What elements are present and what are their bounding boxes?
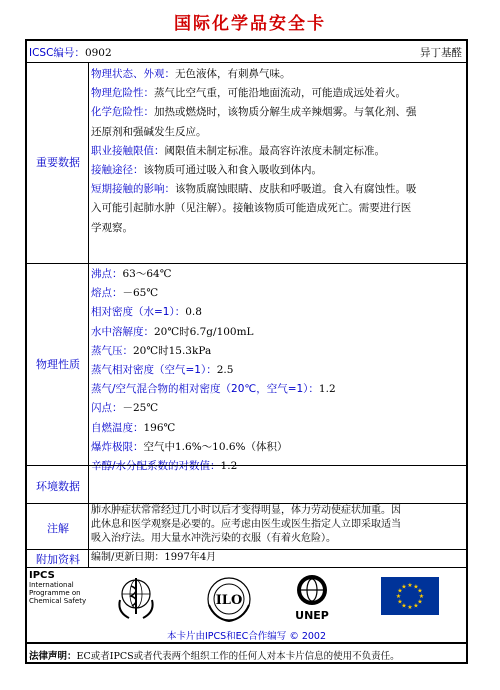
card-header bbox=[27, 41, 466, 62]
important-item: 接触途径：该物质可通过吸入和食入吸收到体内。 bbox=[91, 164, 322, 177]
credit-line: 本卡片由IPCS和EC合作编写 © 2002 bbox=[166, 631, 327, 642]
important-item-cont: 入可能引起肺水肿（见注解）。接触该物质可能造成死亡。需要进行医 bbox=[91, 202, 412, 215]
additional-content: 编制/更新日期：1997年4月 bbox=[91, 552, 217, 563]
physical-properties-content bbox=[91, 265, 465, 476]
chemical-safety-card bbox=[25, 39, 468, 664]
notes-line: 吸入治疗法。用大量水冲洗污染的衣服（有着火危险）。 bbox=[91, 533, 336, 544]
svg-text:★: ★ bbox=[401, 602, 407, 610]
property-item: 自燃温度：196℃ bbox=[91, 421, 176, 434]
ipcs-logo bbox=[29, 570, 99, 605]
ipcs-subtitle: International Programme on Chemical Safety bbox=[29, 581, 87, 605]
section-label-additional: 附加资料 bbox=[36, 553, 80, 566]
section-label-notes: 注解 bbox=[47, 522, 69, 535]
svg-text:★: ★ bbox=[407, 604, 413, 611]
unep-label: UNEP bbox=[295, 609, 329, 622]
who-logo-icon bbox=[115, 574, 157, 622]
property-item: 蒸气相对密度（空气=1）：2.5 bbox=[91, 364, 234, 377]
property-item: 辛醇/水分配系数的对数值：1.2 bbox=[91, 460, 238, 473]
important-item: 职业接触限值：阈限值未制定标准。最高容许浓度未制定标准。 bbox=[91, 144, 385, 157]
important-item-cont: 还原剂和强碱发生反应。 bbox=[91, 125, 207, 138]
icsc-value: 0902 bbox=[84, 47, 112, 59]
svg-text:★: ★ bbox=[417, 598, 423, 606]
section-label-environment: 环境数据 bbox=[36, 480, 80, 493]
legal-disclaimer: 法律声明：EC或者IPCS或者代表两个组织工作的任何人对本卡片信息的使用不负责任。 bbox=[29, 651, 400, 662]
notes-line: 肺水肿症状常常经过几小时以后才变得明显，体力劳动使症状加重。因 bbox=[91, 505, 401, 516]
property-item: 相对密度（水=1）：0.8 bbox=[91, 306, 202, 319]
notes-line: 此休息和医学观察是必要的。应考虑由医生或医生指定人立即采取适当 bbox=[91, 519, 401, 530]
svg-text:★: ★ bbox=[397, 598, 403, 606]
section-label-physical: 物理性质 bbox=[36, 358, 80, 371]
property-item: 沸点：63～64℃ bbox=[91, 268, 172, 280]
notes-content bbox=[91, 504, 465, 546]
svg-text:★: ★ bbox=[397, 587, 403, 595]
svg-text:★: ★ bbox=[395, 593, 402, 600]
property-item: 爆炸极限：空气中1.6%～10.6%（体积） bbox=[91, 440, 288, 453]
svg-text:★: ★ bbox=[407, 582, 413, 589]
svg-text:★: ★ bbox=[413, 583, 419, 591]
chemical-name: 异丁基醛 bbox=[420, 47, 462, 59]
ipcs-title: IPCS bbox=[29, 570, 55, 581]
unep-logo-icon bbox=[289, 572, 335, 624]
section-label-important: 重要数据 bbox=[36, 156, 80, 169]
svg-text:★: ★ bbox=[418, 593, 425, 600]
card-title: 国际化学品安全卡 bbox=[174, 14, 326, 34]
svg-text:ILO: ILO bbox=[215, 593, 243, 608]
property-item: 闪点：－25℃ bbox=[91, 402, 159, 415]
svg-text:★: ★ bbox=[401, 583, 407, 591]
property-item: 水中溶解度：20℃时6.7g/100mL bbox=[91, 325, 254, 338]
ilo-logo-icon bbox=[205, 575, 253, 623]
important-item: 化学危险性：加热或燃烧时，该物质分解生成辛辣烟雾。与氧化剂、强 bbox=[91, 106, 417, 119]
svg-text:★: ★ bbox=[417, 587, 423, 595]
eu-flag-icon bbox=[381, 577, 439, 615]
important-item: 物理危险性：蒸气比空气重，可能沿地面流动，可能造成远处着火。 bbox=[91, 87, 406, 100]
important-item-cont: 学观察。 bbox=[91, 221, 133, 234]
important-data-content bbox=[91, 65, 465, 238]
svg-text:★: ★ bbox=[413, 602, 419, 610]
important-item: 物理状态、外观：无色液体，有刺鼻气味。 bbox=[91, 68, 291, 80]
icsc-label: ICSC编号： bbox=[29, 47, 85, 59]
icsc-number bbox=[29, 45, 112, 60]
property-item: 蒸气/空气混合物的相对密度（20℃，空气=1）：1.2 bbox=[91, 383, 336, 396]
important-item: 短期接触的影响：该物质腐蚀眼睛、皮肤和呼吸道。食入有腐蚀性。吸 bbox=[91, 183, 417, 196]
property-item: 蒸气压：20℃时15.3kPa bbox=[91, 344, 212, 357]
property-item: 熔点：－65℃ bbox=[91, 287, 159, 300]
